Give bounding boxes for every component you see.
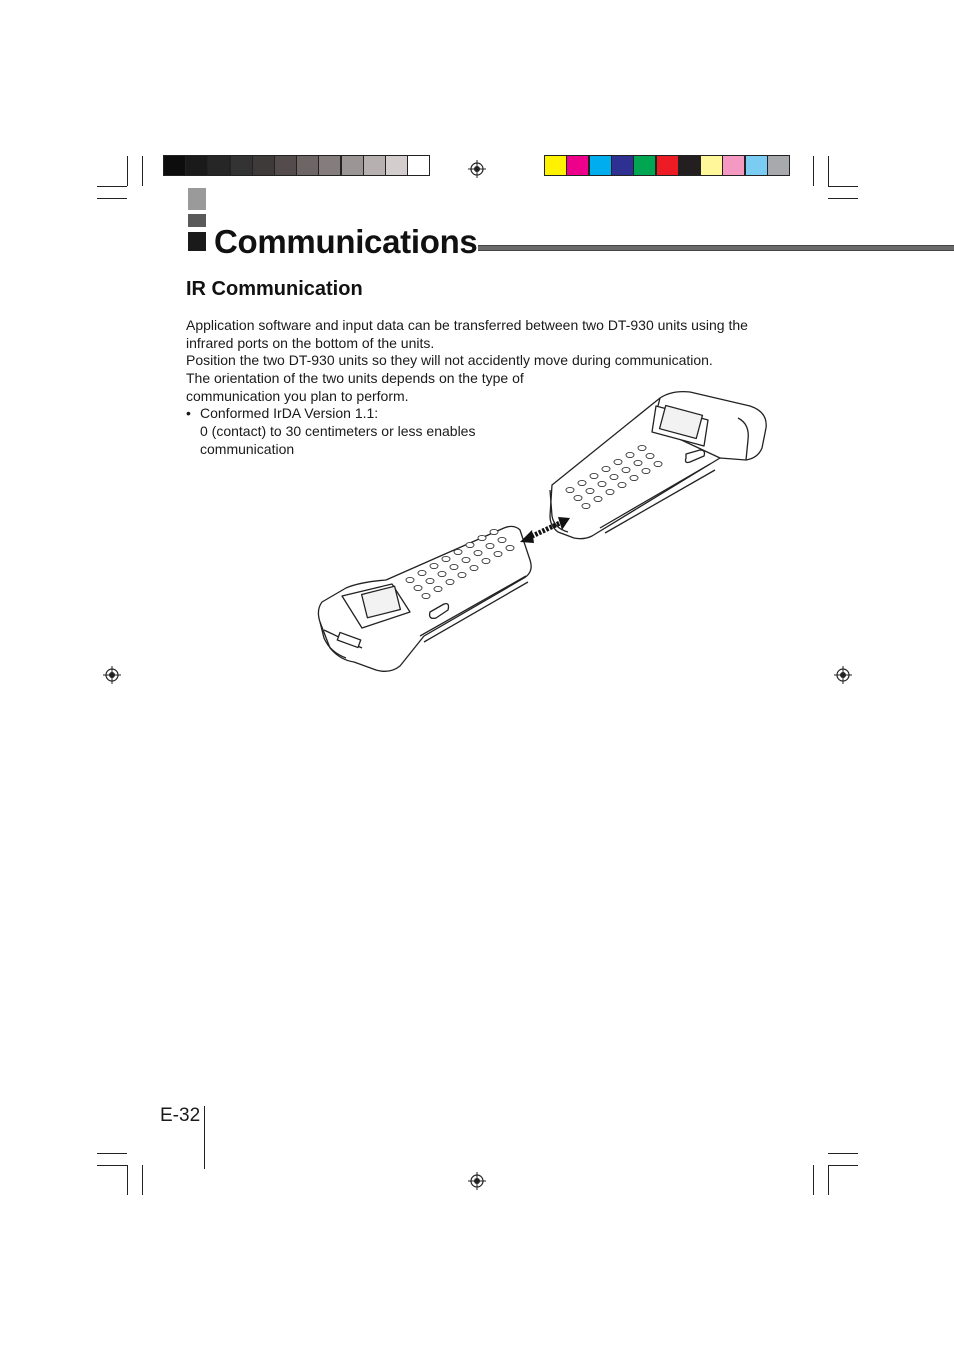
crop-mark xyxy=(97,198,127,199)
color-swatch xyxy=(544,155,567,176)
page-number-rule xyxy=(204,1106,205,1169)
page-number: E-32 xyxy=(160,1105,201,1126)
title-rule xyxy=(478,245,954,251)
heading-marker-mid xyxy=(188,214,206,227)
crop-mark xyxy=(813,1165,814,1195)
heading-marker-dark xyxy=(188,232,206,251)
bullet-text: 0 (contact) to 30 centimeters or less enables xyxy=(200,423,476,439)
bullet-icon: • xyxy=(186,405,191,421)
color-swatch xyxy=(678,155,701,176)
gray-swatch xyxy=(230,155,253,176)
gray-swatch xyxy=(318,155,341,176)
gray-swatch xyxy=(407,155,430,176)
heading-marker-light xyxy=(188,188,206,210)
gray-swatch xyxy=(207,155,230,176)
body-text: communication you plan to perform. xyxy=(186,388,409,404)
crop-mark xyxy=(127,156,128,186)
registration-mark-icon xyxy=(468,160,486,178)
color-swatch xyxy=(722,155,745,176)
color-swatch xyxy=(611,155,634,176)
registration-mark-icon xyxy=(834,666,852,684)
ir-communication-illustration xyxy=(300,380,780,685)
crop-mark xyxy=(142,1165,143,1195)
gray-swatch xyxy=(252,155,275,176)
registration-mark-icon xyxy=(468,1172,486,1190)
gray-swatch xyxy=(341,155,364,176)
registration-mark-icon xyxy=(103,666,121,684)
gray-swatch xyxy=(163,155,186,176)
color-swatch xyxy=(589,155,612,176)
crop-mark xyxy=(127,1165,128,1195)
gray-swatch xyxy=(185,155,208,176)
crop-mark xyxy=(828,1153,858,1154)
gray-swatch xyxy=(274,155,297,176)
crop-mark xyxy=(828,1165,858,1166)
bullet-text: communication xyxy=(200,441,295,457)
body-text: The orientation of the two units depends on the type of xyxy=(186,370,524,386)
color-swatch xyxy=(767,155,790,176)
color-swatch xyxy=(700,155,723,176)
crop-mark xyxy=(828,1165,829,1195)
section-title: IR Communication xyxy=(186,278,363,300)
bullet-text: Conformed IrDA Version 1.1: xyxy=(200,405,379,421)
gray-swatch xyxy=(363,155,386,176)
gray-swatch xyxy=(296,155,319,176)
crop-mark xyxy=(828,186,858,187)
crop-mark xyxy=(828,156,829,186)
body-text: Application software and input data can be transferred between two DT-930 units using the xyxy=(186,317,748,333)
body-text: infrared ports on the bottom of the units. xyxy=(186,335,435,351)
color-swatch xyxy=(656,155,679,176)
color-swatch xyxy=(745,155,768,176)
crop-mark xyxy=(97,1165,127,1166)
page-title: Communications xyxy=(214,223,478,260)
color-swatch xyxy=(566,155,589,176)
body-text: Position the two DT-930 units so they will not accidently move during communication. xyxy=(186,352,713,368)
crop-mark xyxy=(97,1153,127,1154)
color-swatch xyxy=(633,155,656,176)
crop-mark xyxy=(828,198,858,199)
crop-mark xyxy=(97,186,127,187)
gray-swatch xyxy=(385,155,408,176)
crop-mark xyxy=(813,156,814,186)
crop-mark xyxy=(142,156,143,186)
